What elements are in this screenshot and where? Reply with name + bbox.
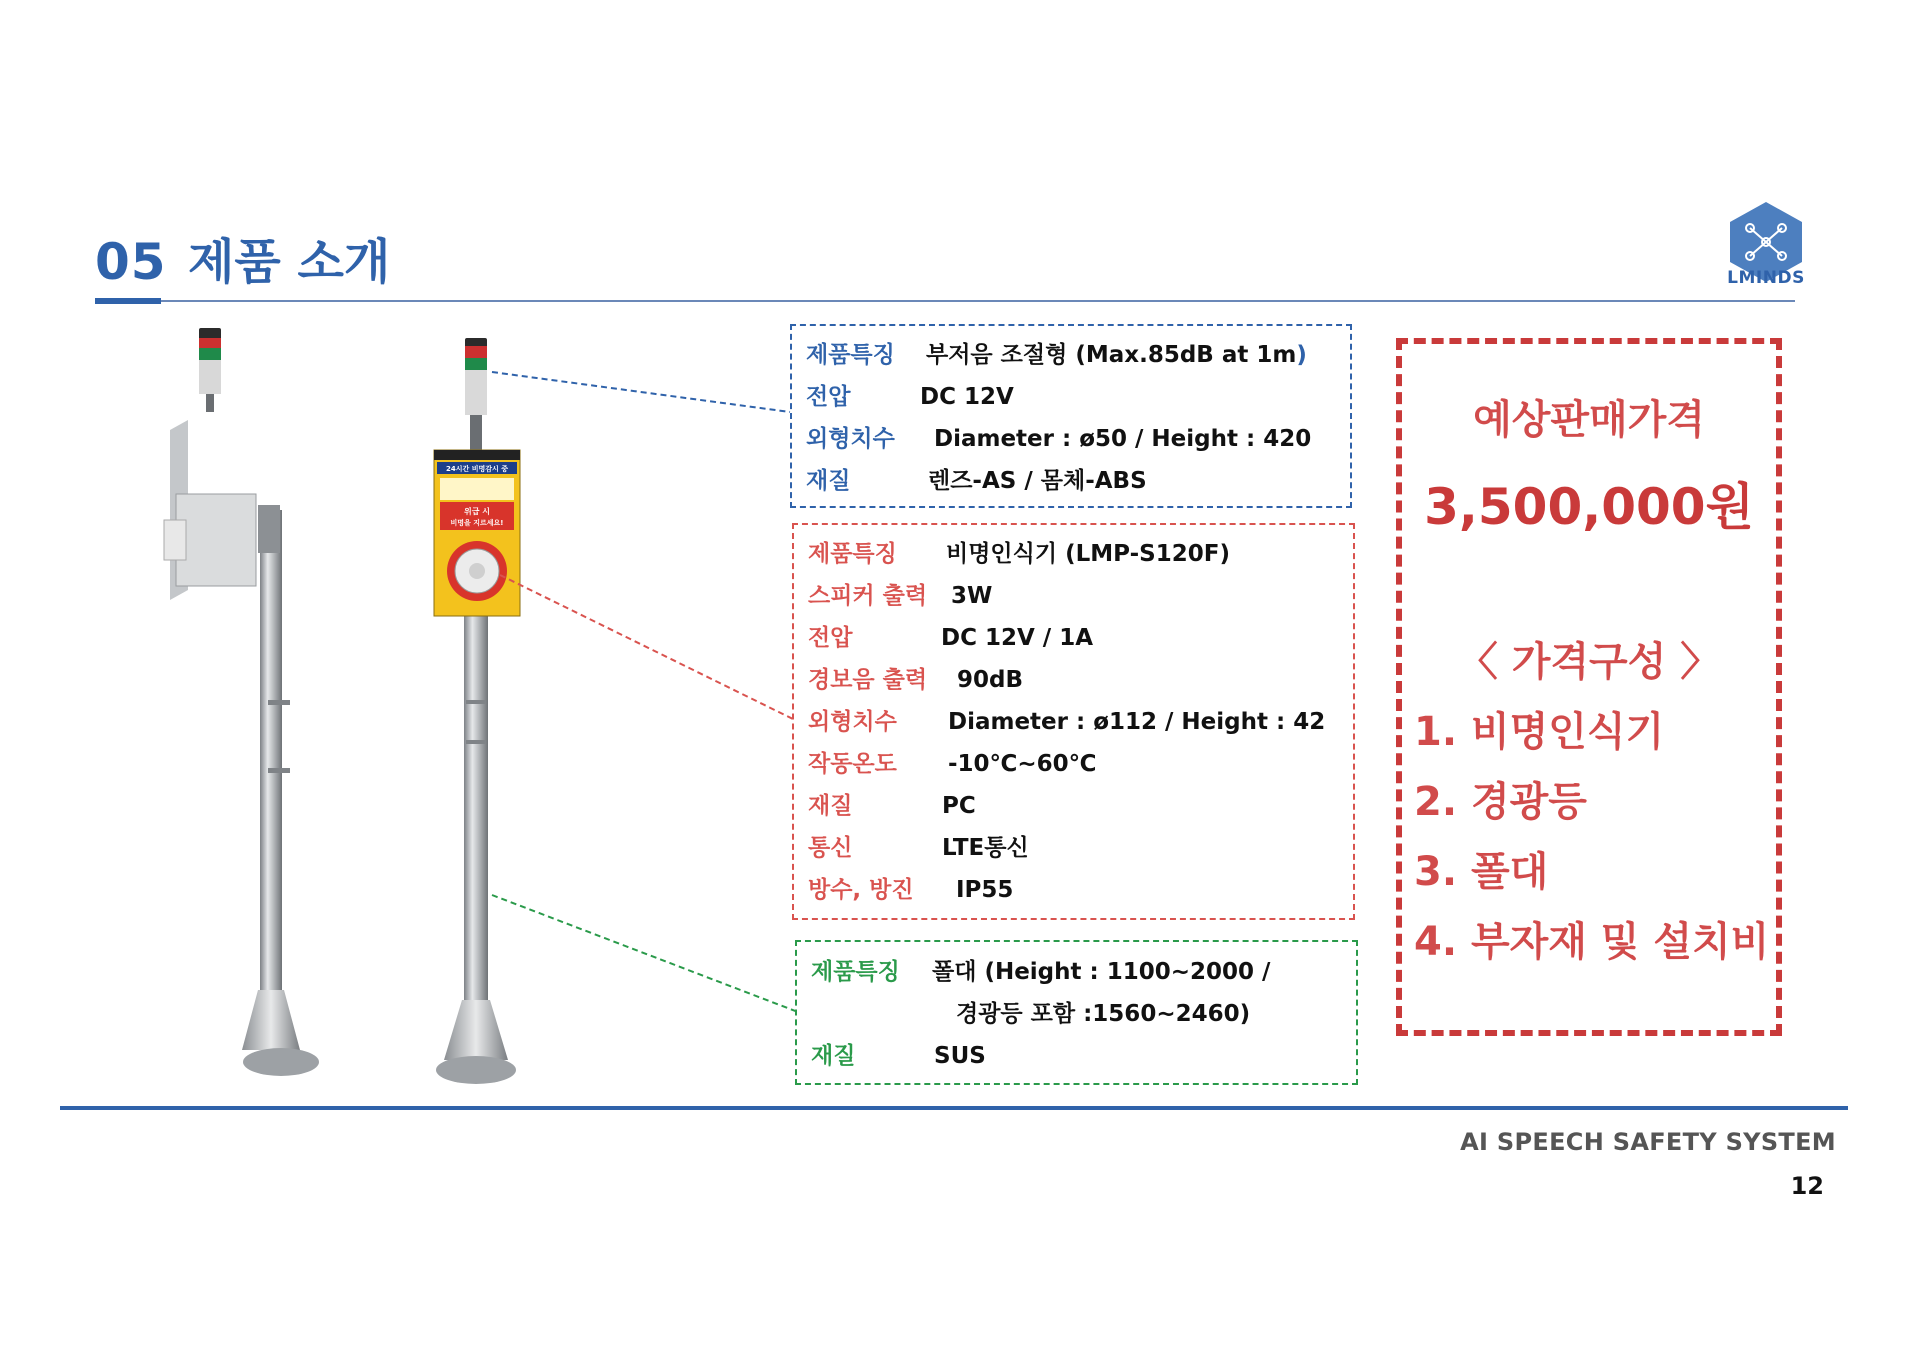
- scream-value-material: PC: [942, 793, 976, 819]
- logo-text: LMINDS: [1727, 268, 1805, 288]
- beacon-value-material: 렌즈-AS / 몸체-ABS: [928, 468, 1147, 494]
- beacon-label-material: 재질: [806, 468, 851, 494]
- pole-value-material: SUS: [934, 1043, 986, 1069]
- scream-value-communication: LTE통신: [942, 835, 1029, 861]
- price-item-installation: 4. 부자재 및 설치비: [1414, 919, 1770, 965]
- sign-line1: 24시간 비명감시 중: [446, 465, 508, 473]
- leader-line-beacon: [492, 372, 790, 412]
- price-composition-title: 〈 가격구성 〉: [1457, 639, 1721, 685]
- scream-value-waterproof: IP55: [956, 877, 1014, 903]
- scream-value-feature: 비명인식기 (LMP-S120F): [946, 541, 1230, 567]
- beacon-label-dimensions: 외형치수: [806, 426, 895, 452]
- beacon-label-voltage: 전압: [806, 384, 851, 410]
- scream-value-dimensions: Diameter : ø112 / Height : 42: [948, 709, 1326, 735]
- beacon-label-feature: 제품특징: [806, 342, 895, 368]
- leader-line-pole: [492, 895, 798, 1012]
- sign-line2: 위급 시: [464, 507, 490, 516]
- footer-system-name: AI SPEECH SAFETY SYSTEM: [1460, 1128, 1836, 1156]
- header-accent-bar: [95, 298, 161, 304]
- price-item-beacon: 2. 경광등: [1414, 779, 1587, 825]
- scream-value-voltage: DC 12V / 1A: [941, 625, 1094, 651]
- pole-photo-front: [434, 338, 520, 1084]
- scream-label-speaker: 스피커 출력: [808, 583, 928, 609]
- scream-label-communication: 통신: [808, 835, 853, 861]
- sign-line3: 비명을 지르세요!: [450, 519, 504, 527]
- page-number: 12: [1790, 1172, 1824, 1200]
- section-number: 05: [95, 233, 167, 291]
- scream-value-speaker: 3W: [951, 583, 993, 609]
- scream-label-alarm: 경보음 출력: [808, 667, 928, 693]
- scream-label-waterproof: 방수, 방진: [808, 877, 914, 903]
- section-title: 제품 소개: [188, 234, 391, 290]
- beacon-value-feature: 부저음 조절형 (Max.85dB at 1m): [926, 342, 1307, 368]
- scream-label-dimensions: 외형치수: [808, 709, 897, 735]
- pole-value-feature-line2: 경광등 포함 :1560~2460): [956, 1001, 1251, 1027]
- price-item-scream-detector: 1. 비명인식기: [1414, 709, 1665, 755]
- beacon-value-dimensions: Diameter : ø50 / Height : 420: [934, 426, 1312, 452]
- pole-photo-side: [164, 328, 319, 1076]
- scream-label-voltage: 전압: [808, 625, 853, 651]
- scream-value-temperature: -10℃~60℃: [948, 751, 1097, 777]
- footer-rule: [60, 1106, 1848, 1110]
- price-value: 3,500,000원: [1424, 478, 1754, 536]
- leader-line-scream: [500, 575, 795, 720]
- scream-label-feature: 제품특징: [808, 541, 897, 567]
- pole-value-feature: 폴대 (Height : 1100~2000 /: [932, 959, 1271, 985]
- scream-value-alarm: 90dB: [957, 667, 1024, 693]
- price-label: 예상판매가격: [1473, 397, 1705, 443]
- pole-label-feature: 제품특징: [811, 959, 900, 985]
- price-item-pole: 3. 폴대: [1414, 849, 1549, 895]
- scream-label-material: 재질: [808, 793, 853, 819]
- scream-label-temperature: 작동온도: [808, 751, 897, 777]
- pole-label-material: 재질: [811, 1043, 856, 1069]
- beacon-value-voltage: DC 12V: [920, 384, 1014, 410]
- header-rule: [95, 300, 1795, 302]
